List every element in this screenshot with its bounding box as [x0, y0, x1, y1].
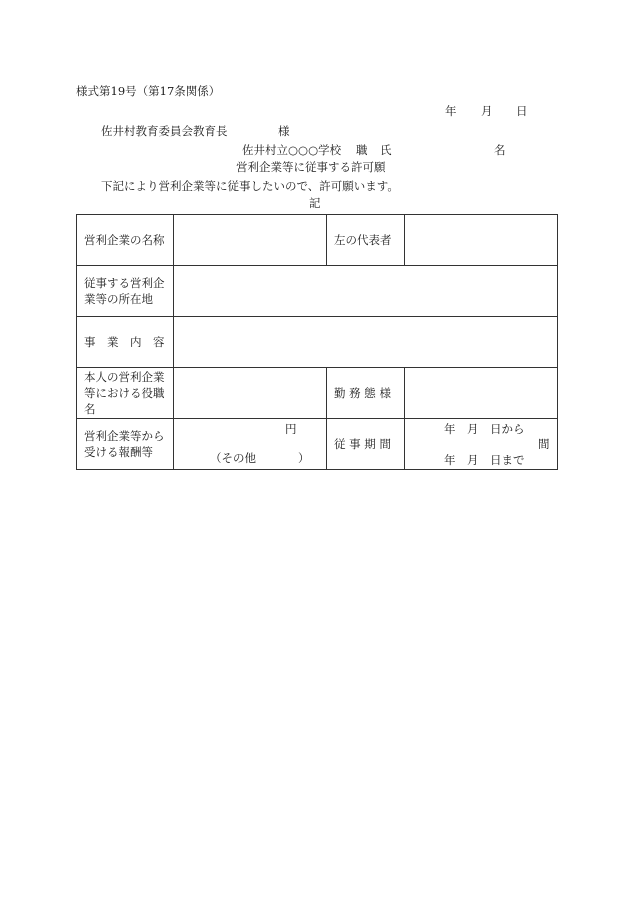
applicant-name-label: 氏 — [380, 143, 392, 157]
period-value — [405, 419, 558, 470]
table-row-company — [77, 215, 558, 266]
compensation-value — [174, 419, 327, 470]
table-row-location — [77, 266, 558, 317]
date-month-label: 月 — [481, 104, 493, 118]
period-mid: 間 — [538, 437, 550, 451]
role-label: 本人の営利企業等における役職名 — [77, 368, 174, 419]
location-label: 従事する営利企業等の所在地 — [77, 266, 174, 317]
other-close: ） — [298, 451, 310, 465]
application-table — [76, 214, 558, 470]
table-row-role — [77, 368, 558, 419]
addressee-honorific: 様 — [278, 124, 290, 138]
ki-label: 記 — [309, 196, 321, 210]
representative-label: 左の代表者 — [327, 215, 405, 266]
period-from: 年 月 日から — [444, 422, 525, 436]
business-value — [174, 317, 558, 368]
applicant-position: 職 — [356, 143, 368, 157]
representative-value — [405, 215, 558, 266]
period-to: 年 月 日まで — [444, 453, 525, 467]
role-value — [174, 368, 327, 419]
period-label: 従 事 期 間 — [327, 419, 405, 470]
business-label: 事 業 内 容 — [77, 317, 174, 368]
date-day-label: 日 — [516, 104, 528, 118]
addressee-name: 佐井村教育委員会教育長 — [101, 124, 228, 138]
other-open: （その他 — [210, 451, 256, 465]
form-number: 様式第19号（第17条関係） — [76, 84, 221, 98]
applicant-school: 佐井村立○○○学校 — [242, 143, 342, 157]
compensation-label: 営利企業等から受ける報酬等 — [77, 419, 174, 470]
company-name-label: 営利企業の名称 — [77, 215, 174, 266]
yen-label: 円 — [285, 422, 297, 436]
applicant-name-suffix: 名 — [494, 143, 506, 157]
location-value — [174, 266, 558, 317]
work-style-label: 勤 務 態 様 — [327, 368, 405, 419]
table-row-compensation — [77, 419, 558, 470]
company-name-value — [174, 215, 327, 266]
date-year-label: 年 — [445, 104, 457, 118]
intro-text: 下記により営利企業等に従事したいので、許可願います。 — [101, 179, 399, 193]
table-row-business — [77, 317, 558, 368]
work-style-value — [405, 368, 558, 419]
document-title: 営利企業等に従事する許可願 — [236, 160, 386, 174]
